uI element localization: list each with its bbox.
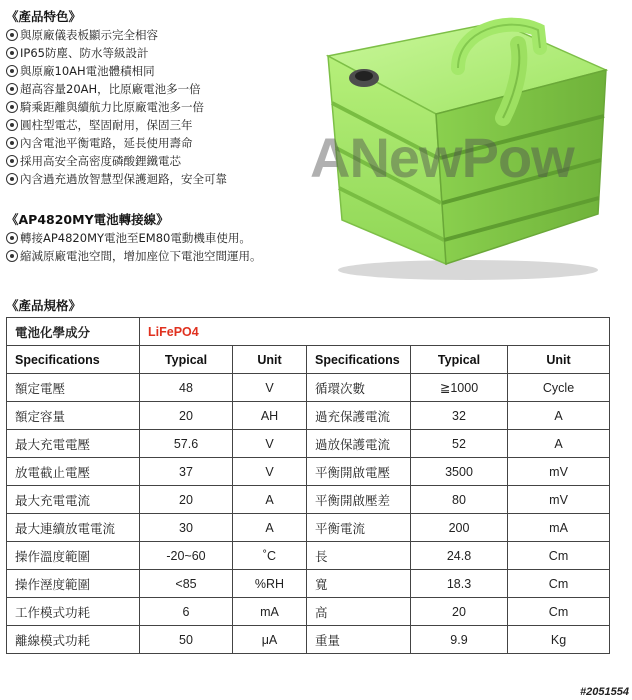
table-row [7, 402, 610, 430]
watermark-text: ANewPow [310, 126, 574, 189]
table-cell: mV [508, 458, 610, 486]
table-cell: Cm [508, 570, 610, 598]
table-cell: 長 [307, 542, 411, 570]
table-cell: ≧1000 [411, 374, 508, 402]
feature-item: 採用高安全高密度磷酸鋰鐵電芯 [6, 152, 326, 170]
cable-section [6, 211, 262, 265]
table-cell: Cm [508, 598, 610, 626]
feature-item: 與原廠儀表板顯示完全相容 [6, 26, 326, 44]
table-cell: 過充保護電流 [307, 402, 411, 430]
table-cell: 工作模式功耗 [7, 598, 140, 626]
table-cell: Kg [508, 626, 610, 654]
table-row [7, 542, 610, 570]
table-cell: 額定容量 [7, 402, 140, 430]
table-cell: mA [508, 514, 610, 542]
table-cell: 操作溼度範圍 [7, 570, 140, 598]
table-cell: A [508, 430, 610, 458]
table-cell: 重量 [307, 626, 411, 654]
table-cell: 48 [140, 374, 233, 402]
circle-bullet-icon [6, 155, 18, 167]
feature-item: 與原廠10AH電池體積相同 [6, 62, 326, 80]
table-row [7, 570, 610, 598]
table-cell: 循環次數 [307, 374, 411, 402]
circle-bullet-icon [6, 250, 18, 262]
table-cell: ˚C [233, 542, 307, 570]
table-cell: 37 [140, 458, 233, 486]
table-cell: 3500 [411, 458, 508, 486]
table-cell: 最大充電電流 [7, 486, 140, 514]
feature-item: 圓柱型電芯，堅固耐用，保固三年 [6, 116, 326, 134]
chemistry-row [7, 318, 610, 346]
table-cell: 200 [411, 514, 508, 542]
cable-list [6, 229, 262, 265]
table-cell: 50 [140, 626, 233, 654]
table-cell: 寬 [307, 570, 411, 598]
table-cell: A [233, 514, 307, 542]
specs-table-body [7, 374, 610, 654]
specs-title: 《產品規格》 [6, 298, 82, 313]
circle-bullet-icon [6, 83, 18, 95]
column-header: Typical [140, 346, 233, 374]
table-cell: 30 [140, 514, 233, 542]
table-cell: V [233, 374, 307, 402]
table-cell: 57.6 [140, 430, 233, 458]
circle-bullet-icon [6, 101, 18, 113]
table-cell: A [233, 486, 307, 514]
features-list [6, 26, 326, 188]
features-section [6, 8, 326, 188]
table-row [7, 374, 610, 402]
feature-item: IP65防塵、防水等級設計 [6, 44, 326, 62]
column-header: Specifications [7, 346, 140, 374]
table-cell: μA [233, 626, 307, 654]
column-header: Unit [508, 346, 610, 374]
table-cell: %RH [233, 570, 307, 598]
circle-bullet-icon [6, 137, 18, 149]
table-cell: 離線模式功耗 [7, 626, 140, 654]
table-row [7, 514, 610, 542]
table-cell: 最大連續放電電流 [7, 514, 140, 542]
table-cell: 平衡開啟壓差 [307, 486, 411, 514]
circle-bullet-icon [6, 232, 18, 244]
feature-item: 騎乘距離與續航力比原廠電池多一倍 [6, 98, 326, 116]
table-cell: 放電截止電壓 [7, 458, 140, 486]
id-stamp: #2051554 [580, 686, 629, 698]
table-cell: 高 [307, 598, 411, 626]
table-cell: Cycle [508, 374, 610, 402]
table-cell: 操作溫度範圍 [7, 542, 140, 570]
table-cell: 24.8 [411, 542, 508, 570]
table-cell: 6 [140, 598, 233, 626]
table-cell: AH [233, 402, 307, 430]
feature-item: 內含過充過放智慧型保護迴路，安全可靠 [6, 170, 326, 188]
feature-item: 內含電池平衡電路，延長使用壽命 [6, 134, 326, 152]
table-cell: Cm [508, 542, 610, 570]
circle-bullet-icon [6, 173, 18, 185]
table-cell: -20~60 [140, 542, 233, 570]
table-row [7, 430, 610, 458]
table-cell: mV [508, 486, 610, 514]
table-cell: 20 [411, 598, 508, 626]
table-row [7, 598, 610, 626]
table-cell: 20 [140, 402, 233, 430]
column-header: Typical [411, 346, 508, 374]
column-header: Specifications [307, 346, 411, 374]
column-header: Unit [233, 346, 307, 374]
chemistry-label: 電池化學成分 [7, 318, 140, 346]
table-cell: 32 [411, 402, 508, 430]
table-cell: mA [233, 598, 307, 626]
specs-table [6, 317, 610, 654]
table-cell: 80 [411, 486, 508, 514]
table-cell: 20 [140, 486, 233, 514]
table-row [7, 486, 610, 514]
table-cell: 52 [411, 430, 508, 458]
table-cell: A [508, 402, 610, 430]
circle-bullet-icon [6, 119, 18, 131]
cable-item: 縮減原廠電池空間，增加座位下電池空間運用。 [6, 247, 262, 265]
chemistry-value: LiFePO4 [140, 318, 610, 346]
circle-bullet-icon [6, 29, 18, 41]
circle-bullet-icon [6, 65, 18, 77]
cable-title: 《AP4820MY電池轉接線》 [6, 212, 169, 227]
table-cell: <85 [140, 570, 233, 598]
table-cell: 9.9 [411, 626, 508, 654]
table-cell: 過放保護電流 [307, 430, 411, 458]
table-cell: V [233, 458, 307, 486]
table-cell: 最大充電電壓 [7, 430, 140, 458]
table-header-row [7, 346, 610, 374]
table-cell: 18.3 [411, 570, 508, 598]
table-cell: 額定電壓 [7, 374, 140, 402]
cable-item: 轉接AP4820MY電池至EM80電動機車使用。 [6, 229, 262, 247]
table-cell: 平衡開啟電壓 [307, 458, 411, 486]
features-title: 《產品特色》 [6, 9, 82, 24]
table-cell: V [233, 430, 307, 458]
table-row [7, 458, 610, 486]
feature-item: 超高容量20AH，比原廠電池多一倍 [6, 80, 326, 98]
table-cell: 平衡電流 [307, 514, 411, 542]
circle-bullet-icon [6, 47, 18, 59]
table-row [7, 626, 610, 654]
